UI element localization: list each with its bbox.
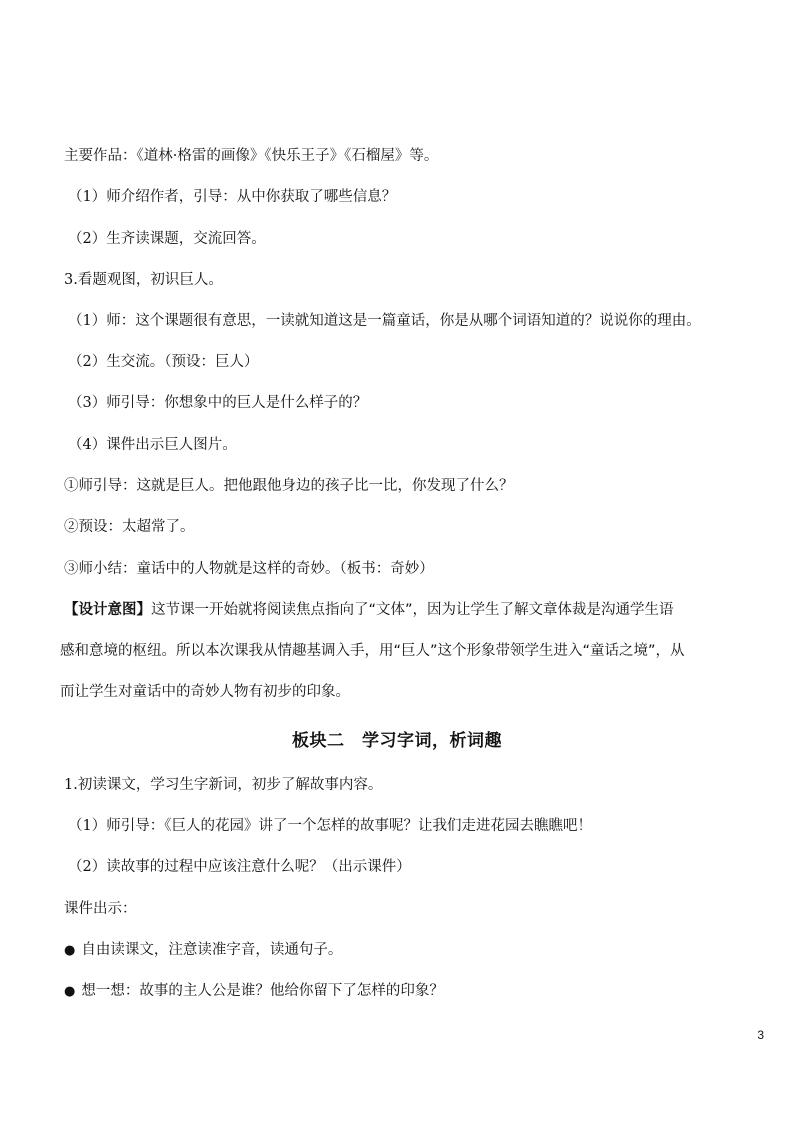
section-title: 板块二 学习字词，析词趣 — [292, 731, 502, 751]
step-1-line: （1）师介绍作者，引导：从中你获取了哪些信息？ — [68, 189, 397, 205]
bullet-item-2 — [64, 981, 744, 1002]
bullet-text-1: 自由读课文，注意读准字音，读通句子。 — [81, 942, 343, 958]
design-intent-line-2: 感和意境的枢纽。所以本次课我从情趣基调入手，用“巨人”这个形象带领学生进入“童话之境”，从 — [60, 643, 685, 659]
design-intent-label: 【设计意图】 — [64, 602, 151, 618]
courseware-label: 课件出示： — [64, 901, 137, 917]
design-intent-line-1 — [64, 600, 744, 620]
step-3-2-line: （2）生交流。（预设：巨人） — [68, 354, 259, 370]
step-3-3-line: （3）师引导：你想象中的巨人是什么样子的？ — [68, 395, 368, 411]
step-3-4-line: （4）课件出示巨人图片。 — [68, 437, 237, 453]
step-3-1-line: （1）师：这个课题很有意思，一读就知道这是一篇童话，你是从哪个词语知道的？说说你的理由。 — [68, 313, 701, 329]
bullet-item-1 — [64, 940, 744, 961]
bullet-text-2: 想一想：故事的主人公是谁？他给你留下了怎样的印象？ — [81, 983, 444, 999]
bullet-icon: ● — [64, 984, 76, 999]
page-number: 3 — [757, 1028, 764, 1042]
circled-3-line: ③师小结：童话中的人物就是这样的奇妙。（板书：奇妙） — [64, 561, 434, 577]
section-step-1-1: （1）师引导：《巨人的花园》讲了一个怎样的故事呢？让我们走进花园去瞧瞧吧！ — [68, 818, 592, 834]
step-3-heading: 3.看题观图，初识巨人。 — [64, 272, 223, 288]
step-2-line: （2）生齐读课题，交流回答。 — [68, 231, 266, 247]
section-step-1: 1.初读课文，学习生字新词，初步了解故事内容。 — [64, 777, 383, 793]
design-intent-text-1: 这节课一开始就将阅读焦点指向了“文体”，因为让学生了解文章体裁是沟通学生语 — [151, 602, 674, 618]
design-intent-line-3: 而让学生对童话中的奇妙人物有初步的印象。 — [60, 684, 350, 700]
circled-1-line: ①师引导：这就是巨人。把他跟他身边的孩子比一比，你发现了什么？ — [64, 478, 514, 494]
main-works-line: 主要作品：《道林·格雷的画像》《快乐王子》《石榴屋》等。 — [64, 148, 439, 164]
bullet-icon: ● — [64, 943, 76, 958]
section-step-1-2: （2）读故事的过程中应该注意什么呢？（出示课件） — [68, 859, 411, 875]
circled-2-line: ②预设：太超常了。 — [64, 519, 195, 535]
